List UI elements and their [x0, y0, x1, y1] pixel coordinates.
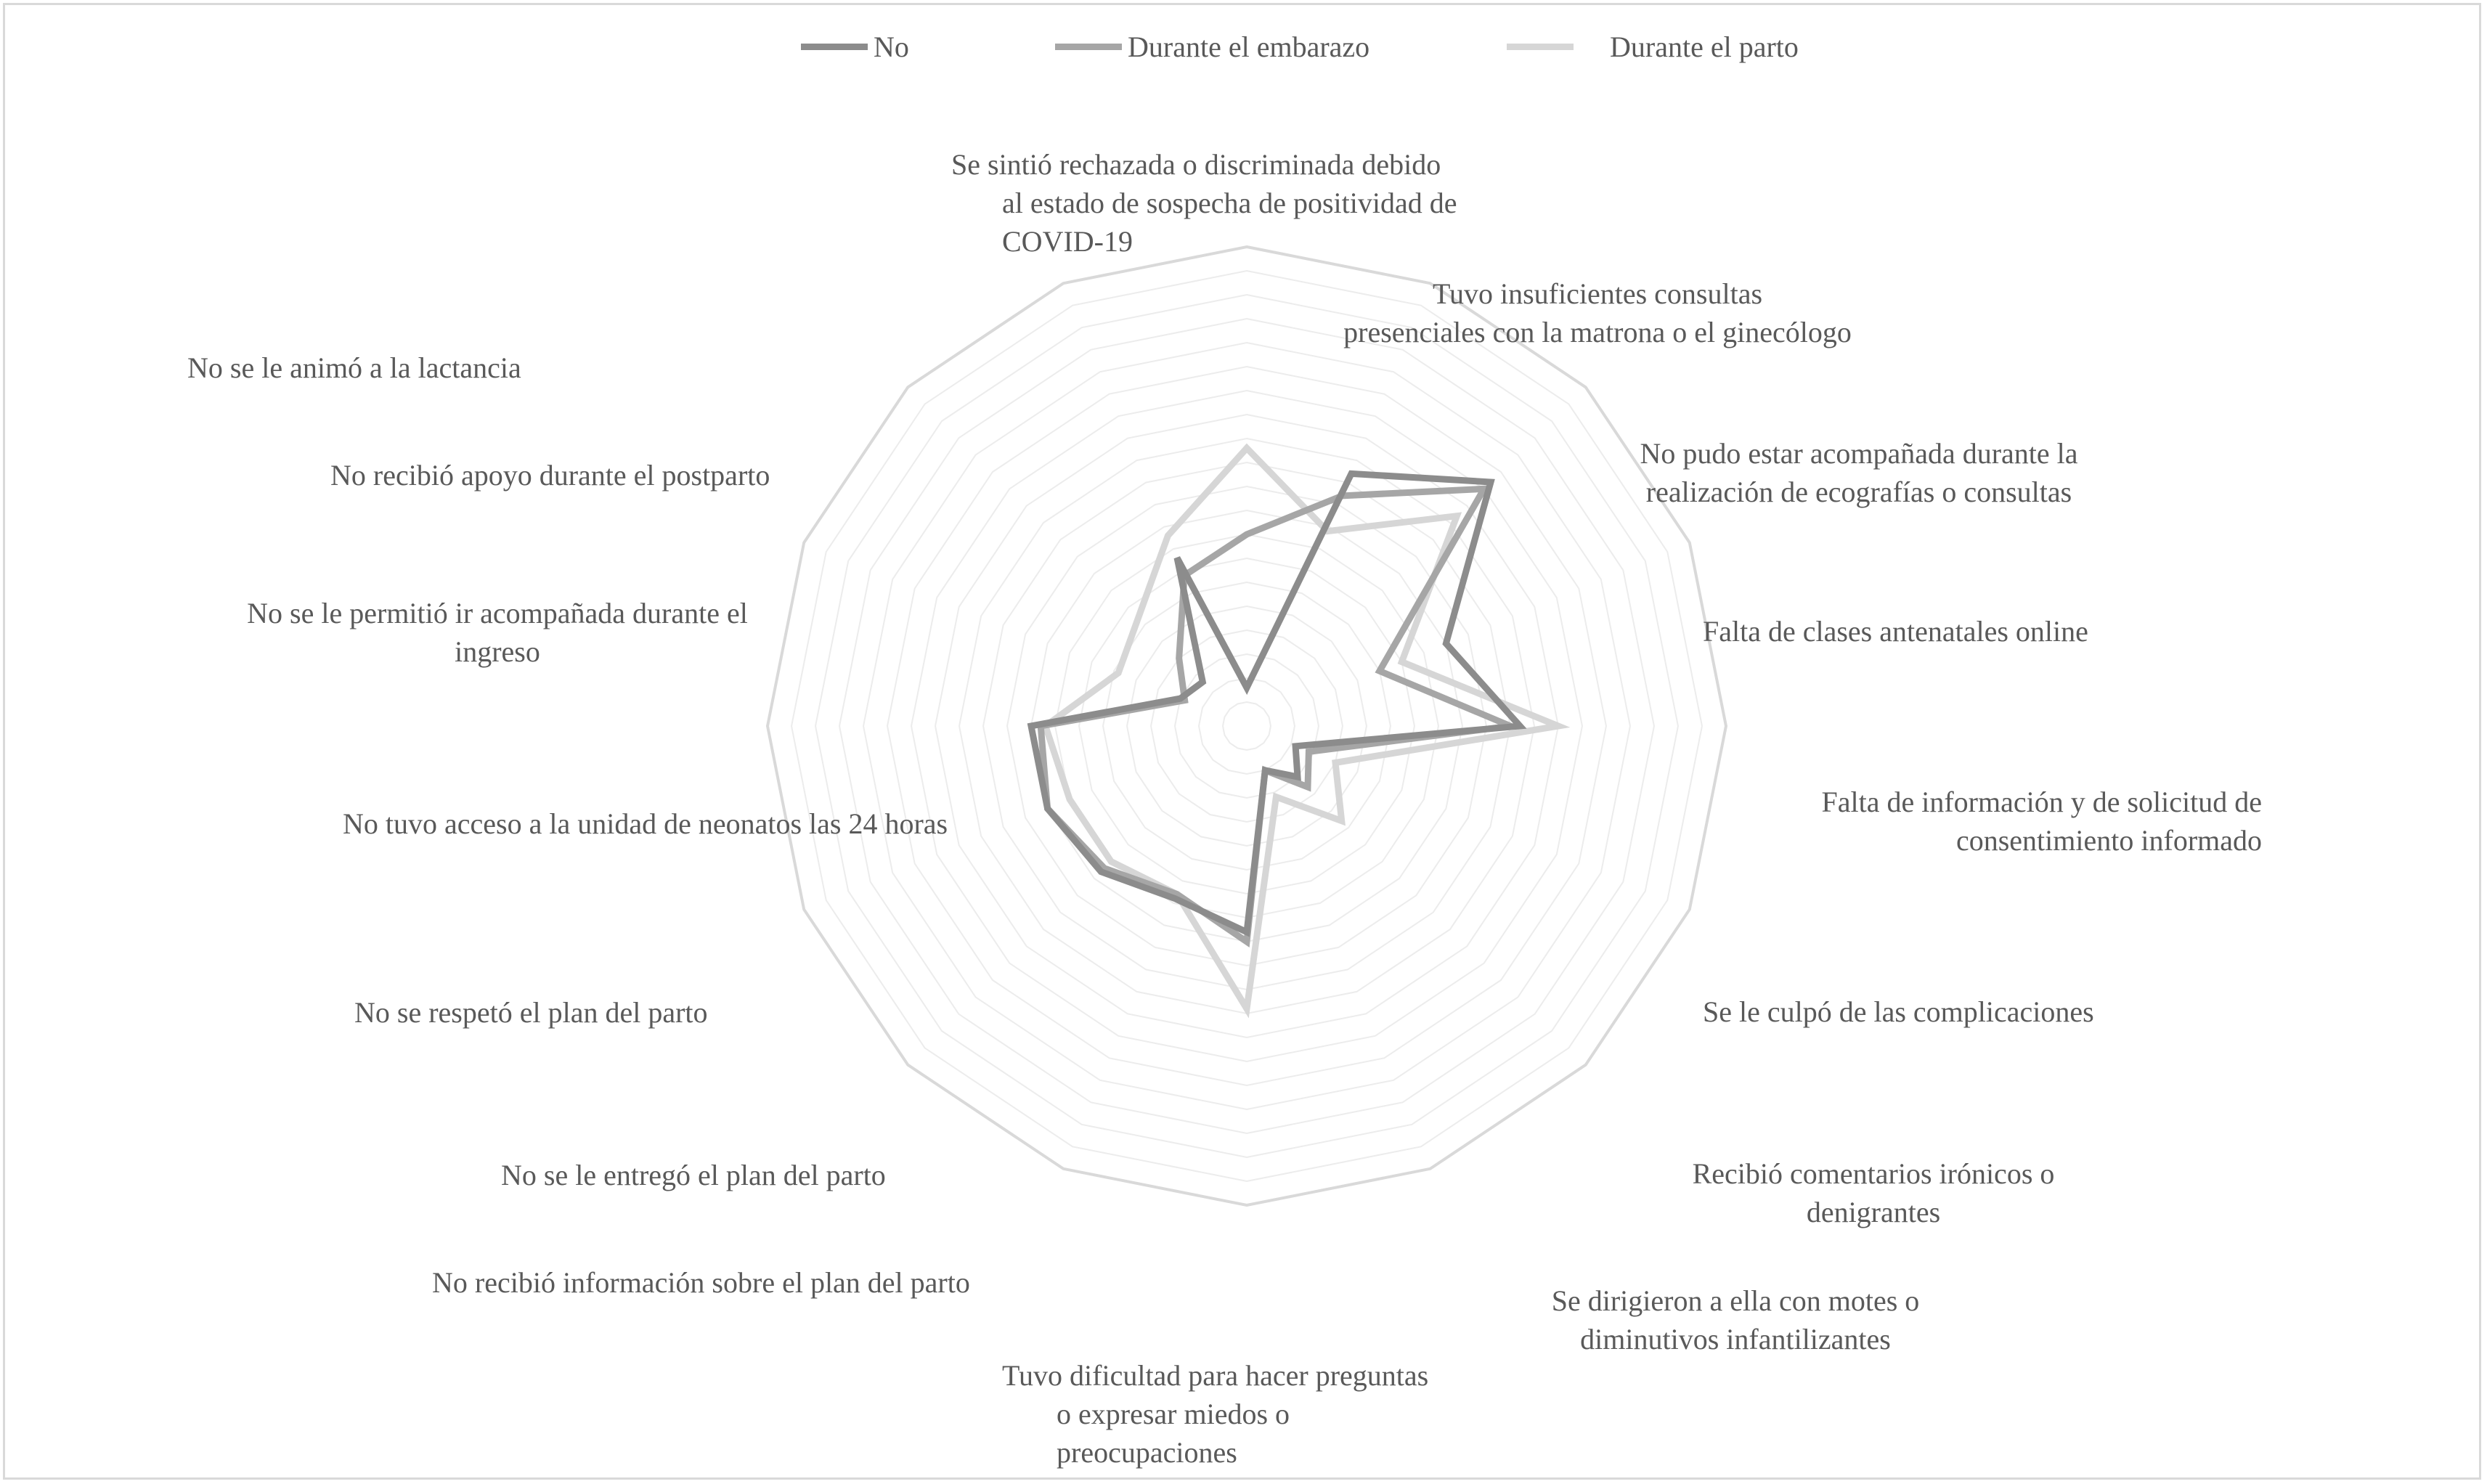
axis-label-line: Recibió comentarios irónicos o: [1692, 1157, 2055, 1190]
axis-label: [1597, 434, 2120, 511]
axis-label: [187, 348, 696, 387]
axis-label: [1648, 1154, 2099, 1231]
axis-label-line: No tuvo acceso a la unidad de neonatos las 24 horas: [343, 807, 948, 840]
axis-label: [207, 594, 788, 671]
axis-label-line: al estado de sospecha de positividad de: [1002, 187, 1457, 219]
axis-label-line: preocupaciones: [1057, 1436, 1237, 1469]
axis-label: [1739, 783, 2262, 860]
grid-ring: [1031, 510, 1462, 942]
legend-label-parto: Durante el parto: [1610, 30, 1799, 63]
axis-label: [330, 456, 839, 494]
legend-label-embarazo: Durante el embarazo: [1128, 30, 1370, 63]
axis-label: [501, 1156, 1009, 1194]
axis-label-line: o expresar miedos o: [1057, 1398, 1290, 1430]
axis-label-line: consentimiento informado: [1955, 824, 2262, 857]
axis-label-line: Tuvo insuficientes consultas: [1432, 277, 1763, 310]
axis-label-line: No se le entregó el plan del parto: [501, 1159, 886, 1191]
axis-label-line: COVID-19: [1002, 225, 1133, 258]
legend-label-no: No: [874, 30, 909, 63]
axis-label-line: ingreso: [455, 635, 540, 668]
axis-label: [1510, 1281, 1961, 1358]
axis-label: [1703, 992, 2226, 1031]
axis-label-line: diminutivos infantilizantes: [1580, 1323, 1891, 1355]
axis-label-line: realización de ecografías o consultas: [1645, 476, 2072, 508]
axis-label: [354, 993, 863, 1032]
grid-ring: [1103, 582, 1391, 870]
grid-ring: [1079, 558, 1415, 894]
axis-label-line: No se le animó a la lactancia: [187, 351, 521, 384]
axis-label-line: No pudo estar acompañada durante la: [1640, 437, 2078, 470]
axis-label: [1703, 612, 2226, 651]
axis-label: [1002, 1356, 1496, 1472]
axis-label-line: presenciales con la matrona o el ginecólogo: [1343, 316, 1852, 348]
axis-label-line: Falta de información y de solicitud de: [1821, 786, 2262, 818]
grid-ring: [1223, 702, 1271, 750]
axis-label-line: denigrantes: [1806, 1196, 1941, 1228]
axis-label-line: No recibió apoyo durante el postparto: [330, 459, 770, 492]
axis-label-line: Se dirigieron a ella con motes o: [1551, 1284, 1920, 1317]
axis-label-line: No se respetó el plan del parto: [354, 996, 708, 1029]
axis-label: [951, 145, 1547, 261]
axis-label-line: Falta de clases antenatales online: [1703, 615, 2088, 648]
grid-ring: [1127, 606, 1367, 846]
axis-label-line: Se sintió rechazada o discriminada debido: [951, 148, 1441, 181]
axis-label: [432, 1263, 1086, 1302]
axis-label: [343, 804, 1069, 843]
axis-label-line: Tuvo dificultad para hacer preguntas: [1002, 1359, 1429, 1392]
axis-label: [1300, 274, 1895, 351]
axis-label-line: No se le permitió ir acompañada durante el: [247, 597, 748, 629]
axis-label-line: Se le culpó de las complicaciones: [1703, 995, 2094, 1028]
axis-label-line: No recibió información sobre el plan del parto: [432, 1266, 970, 1299]
